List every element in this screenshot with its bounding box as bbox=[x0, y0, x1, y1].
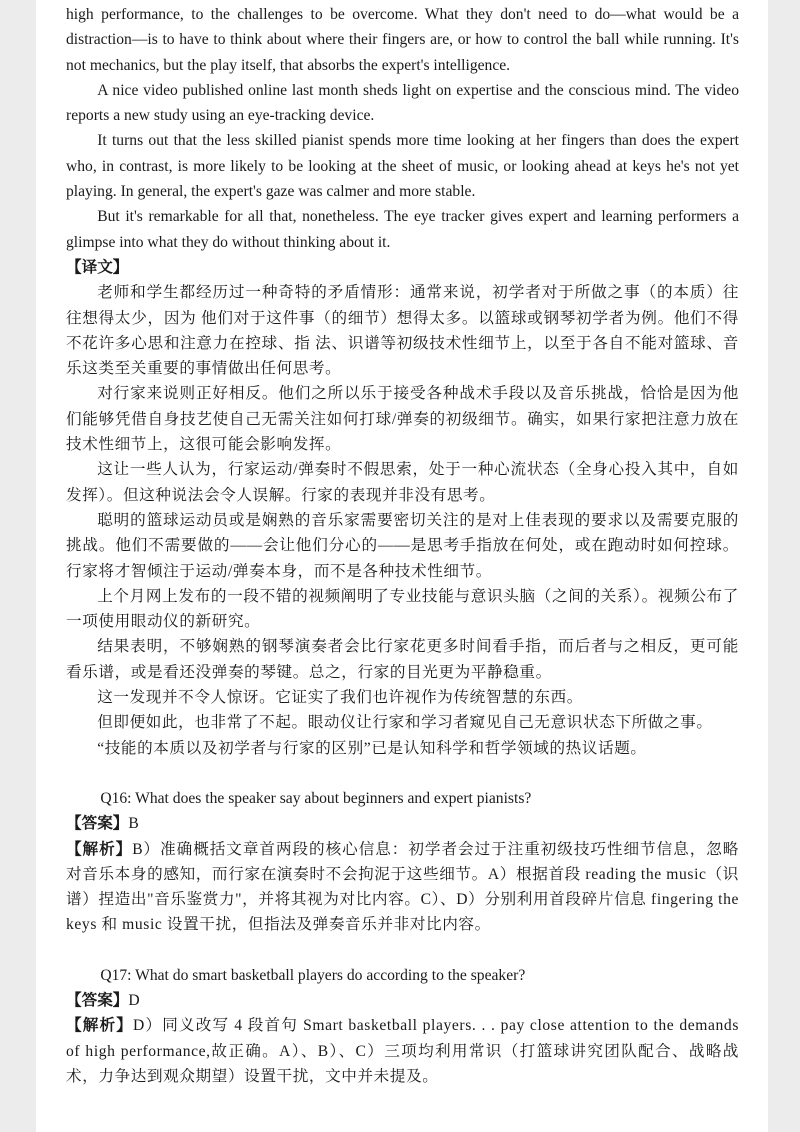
answer-label: 【答案】 bbox=[66, 991, 129, 1009]
translation-paragraph-9: “技能的本质以及初学者与行家的区别”已是认知科学和哲学领域的热议话题。 bbox=[97, 739, 647, 757]
answer-value: B bbox=[128, 815, 139, 833]
question-17-text: Q17: What do smart basketball players do according to the speaker? bbox=[100, 966, 526, 984]
english-paragraph-4: But it's remarkable for all that, nonetheless. The eye tracker gives expert and learning performers a glimpse into what they do without thinking about it. bbox=[66, 208, 739, 251]
translation-paragraph-8: 但即便如此，也非常了不起。眼动仪让行家和学习者窥见自己无意识状态下所做之事。 bbox=[97, 714, 713, 732]
document-page bbox=[36, 0, 768, 1132]
analysis-text: D）同义改写 4 段首句 Smart basketball players. . . pay close attention to the demands of high performance,故正确。A）、B）、C）三项均利用常识（打篮球讲究团队配合、战略战术，力争达到观众期望）设置干扰，文中并未提及。 bbox=[66, 1017, 739, 1085]
question-16-analysis bbox=[66, 837, 739, 938]
section-gap bbox=[66, 761, 739, 786]
english-paragraph-3: It turns out that the less skilled pianist spends more time looking at her fingers than does the expert who, in contrast, is more likely to be looking at the sheet of music, or looking ahead at keys he's not yet playing. In general, the expert's gaze was calmer and more stable. bbox=[66, 132, 739, 201]
translation-paragraph-6: 结果表明，不够娴熟的钢琴演奏者会比行家花更多时间看手指，而后者与之相反，更可能看乐谱，或是看还没弹奏的琴键。总之，行家的目光更为平静稳重。 bbox=[66, 638, 739, 681]
question-16-text: Q16: What does the speaker say about beginners and expert pianists? bbox=[100, 789, 532, 807]
question-17-analysis bbox=[66, 1013, 739, 1089]
english-paragraph-2: A nice video published online last month sheds light on expertise and the conscious mind. The video reports a new study using an eye-tracking device. bbox=[66, 81, 739, 125]
translation-paragraph-4: 聪明的篮球运动员或是娴熟的音乐家需要密切关注的是对上佳表现的要求以及需要克服的挑战。他们不需要做的——会让他们分心的——是思考手指放在何处，或在跑动时如何控球。行家将才智倾注于运动/弹奏本身，而不是各种技术性细节。 bbox=[66, 511, 739, 580]
translation-paragraph-2: 对行家来说则正好相反。他们之所以乐于接受各种战术手段以及音乐挑战，恰恰是因为他们能够凭借自身技艺使自己无需关注如何打球/弹奏的初级细节。确实，如果行家把注意力放在技术性细节上，这很可能会影响发挥。 bbox=[66, 385, 739, 454]
question-16-answer bbox=[66, 811, 739, 836]
document-content bbox=[66, 2, 739, 1089]
analysis-label: 【解析】 bbox=[66, 840, 133, 858]
section-gap bbox=[66, 938, 739, 963]
english-paragraph-1: high performance, to the challenges to be overcome. What they don't need to do—what would be a distraction—is to have to think about where their fingers are, or how to control the ball while running. It's not mechanics, but the play itself, that absorbs the expert's intelligence. bbox=[66, 6, 739, 74]
translation-heading: 【译文】 bbox=[66, 258, 129, 276]
answer-label: 【答案】 bbox=[66, 815, 129, 833]
answer-value: D bbox=[128, 991, 140, 1009]
translation-paragraph-3: 这让一些人认为，行家运动/弹奏时不假思索，处于一种心流状态（全身心投入其中，自如发挥）。但这种说法会令人误解。行家的表现并非没有思考。 bbox=[66, 461, 739, 504]
question-17-answer bbox=[66, 988, 739, 1013]
analysis-label: 【解析】 bbox=[66, 1017, 134, 1035]
analysis-text: B）准确概括文章首两段的核心信息：初学者会过于注重初级技巧性细节信息，忽略对音乐本身的感知，而行家在演奏时不会拘泥于这些细节。A）根据首段 reading the music（识谱）捏造出"音乐鉴赏力"，并将其视为对比内容。C）、D）分别利用首段碎片信息 fingering the keys 和 music 设置干扰，但指法及弹奏音乐并非对比内容。 bbox=[66, 840, 739, 934]
translation-paragraph-1: 老师和学生都经历过一种奇特的矛盾情形：通常来说，初学者对于所做之事（的本质）往往想得太少，因为 他们对于这件事（的细节）想得太多。以篮球或钢琴初学者为例。他们不得不花许多心思和注意力在控球、指 法、识谱等初级技术性细节上，以至于各自不能对篮球、音乐这类至关重要的事情做出任何思考。 bbox=[66, 284, 739, 378]
translation-paragraph-7: 这一发现并不令人惊讶。它证实了我们也许视作为传统智慧的东西。 bbox=[97, 689, 584, 707]
translation-paragraph-5: 上个月网上发布的一段不错的视频阐明了专业技能与意识头脑（之间的关系）。视频公布了一项使用眼动仪的新研究。 bbox=[66, 587, 739, 631]
